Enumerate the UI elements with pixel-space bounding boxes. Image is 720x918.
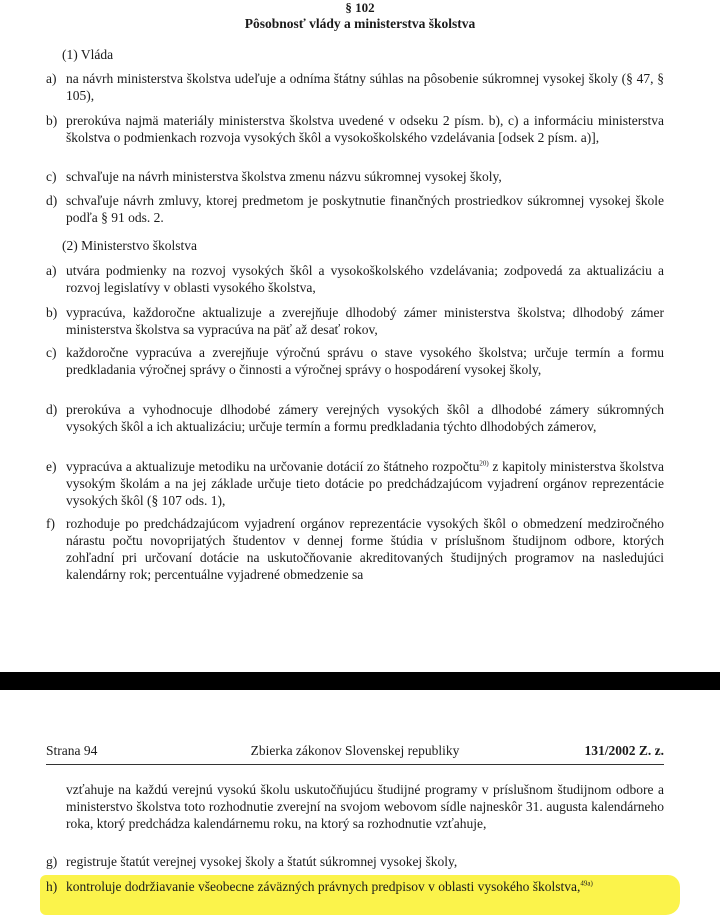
item-text-part1: vypracúva a aktualizuje metodiku na určovanie dotácií zo štátneho rozpočtu <box>66 459 480 474</box>
header-rule <box>46 764 664 765</box>
page-running-header <box>46 742 664 760</box>
list-item <box>46 344 664 378</box>
item-label: d) <box>46 193 58 208</box>
list-item <box>46 304 664 338</box>
continuation-text <box>46 781 664 832</box>
page-separator <box>0 672 720 690</box>
item-text: prerokúva a vyhodnocuje dlhodobé zámery verejných vysokých škôl a dlhodobé zámery súkromných vysokých škôl a ich aktualizáciu; určuje termín a formu predkladania týchto dlhodobých zámerov, <box>66 402 664 434</box>
item-label: b) <box>46 305 58 320</box>
item-text: vypracúva, každoročne aktualizuje a zverejňuje dlhodobý zámer ministerstva školstva; dlhodobý zámer ministerstva školstva sa vypracúva na päť až desať rokov, <box>66 305 664 337</box>
list-item <box>46 401 664 435</box>
page-number: Strana 94 <box>46 743 98 758</box>
item-label: g) <box>46 854 58 869</box>
list-item <box>46 168 664 185</box>
item-label: c) <box>46 345 57 360</box>
list-item <box>46 70 664 104</box>
item-text: prerokúva najmä materiály ministerstva školstva uvedené v odseku 2 písm. b), c) a informáciu ministerstva školstva o podmienkach rozvoja vysokých škôl a vysokoškolského vzdelávania [odsek 2 písm. a)], <box>66 113 664 145</box>
item-text <box>66 458 664 509</box>
law-number: 131/2002 Z. z. <box>584 743 664 758</box>
item-label: b) <box>46 113 58 128</box>
list-item <box>46 262 664 296</box>
item-text: schvaľuje návrh zmluvy, ktorej predmetom je poskytnutie finančných prostriedkov súkromnej vysokej škole podľa § 91 ods. 2. <box>66 193 664 225</box>
item-label: f) <box>46 516 55 531</box>
item-label: a) <box>46 263 57 278</box>
list-item <box>46 112 664 146</box>
list-item <box>46 515 664 583</box>
item-label: a) <box>46 71 57 86</box>
list-item <box>46 458 664 509</box>
list-item <box>46 192 664 226</box>
item-text: schvaľuje na návrh ministerstva školstva zmenu názvu súkromnej vysokej školy, <box>66 169 502 184</box>
part2-heading: (2) Ministerstvo školstva <box>62 238 197 253</box>
item-text: registruje štatút verejnej vysokej školy a štatút súkromnej vysokej školy, <box>66 854 458 869</box>
footnote-ref: 49a) <box>580 879 593 888</box>
list-item <box>46 853 664 870</box>
item-text: vzťahuje na každú verejnú vysokú školu uskutočňujúcu študijné programy v príslušnom študijnom odbore a ministerstvo školstva toto rozhodnutie zverejní na svojom webovom sídle najneskôr 31. augusta kalendárneho roka, ktorý predchádza kalendárnemu roku, na ktorý sa rozhodnutie vzťahuje, <box>66 782 664 831</box>
item-text-part2: z kapitoly ministerstva školstva vysokým školám a na jej základe určuje tieto dotácie po predchádzajúcom vyjadrení orgánov reprezentácie vysokých škôl (§ 107 ods. 1), <box>66 459 664 508</box>
item-label: e) <box>46 459 57 474</box>
part1-heading: (1) Vláda <box>62 47 114 62</box>
footnote-ref: 20) <box>479 459 489 468</box>
section-number: § 102 <box>345 0 375 15</box>
item-label: d) <box>46 402 58 417</box>
item-text-main: kontroluje dodržiavanie všeobecne záväzných právnych predpisov v oblasti vysokého školstva, <box>66 879 581 894</box>
item-text: utvára podmienky na rozvoj vysokých škôl a vysokoškolského vzdelávania; zodpovedá za aktualizáciu a rozvoj legislatívy v oblasti vysokého školstva, <box>66 263 664 295</box>
item-label: h) <box>46 879 58 894</box>
item-label: c) <box>46 169 57 184</box>
journal-title: Zbierka zákonov Slovenskej republiky <box>250 743 460 758</box>
item-text: každoročne vypracúva a zverejňuje výročnú správu o stave vysokého školstva; určuje termín a formu predkladania výročnej správy o činnosti a výročnej správy o hospodárení vysokej školy, <box>66 345 664 377</box>
section-title: Pôsobnosť vlády a ministerstva školstva <box>244 16 476 31</box>
item-text <box>66 878 664 895</box>
item-text: rozhoduje po predchádzajúcom vyjadrení orgánov reprezentácie vysokých škôl o obmedzení medziročného nárastu počtu novoprijatých študentov v dennej forme štúdia v príslušnom študijnom odbore, ktorých zohľadní pri určovaní dotácie na uskutočňovanie akreditovaných študijných programov na nasledujúci kalendárny rok; percentuálne vyjadrené obmedzenie sa <box>66 516 664 582</box>
list-item-highlighted <box>46 878 664 895</box>
item-text: na návrh ministerstva školstva udeľuje a odníma štátny súhlas na pôsobenie súkromnej vysokej školy (§ 47, § 105), <box>66 71 664 103</box>
